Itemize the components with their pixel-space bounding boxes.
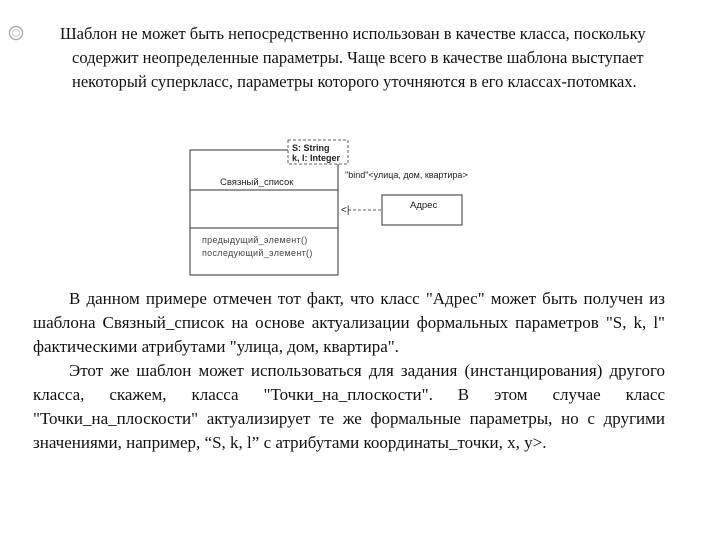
template-params [292, 143, 340, 163]
arrow-head-icon: <| [341, 205, 350, 216]
bind-label: "bind"<улица, дом, квартира> [345, 170, 468, 180]
uml-diagram [180, 140, 500, 280]
intro-text: Шаблон не может быть непосредственно использован в качестве класса, поскольку содержит неопределенные параметры. Чаще всего в качестве шаблона выступает некоторый суперкласс, параметры которого уточняются в его классах-потомках. [60, 24, 646, 91]
bullet-icon [40, 24, 56, 40]
body-text [33, 287, 665, 455]
operation: последующий_элемент() [202, 248, 313, 258]
body-paragraph: Этот же шаблон может использоваться для задания (инстанцирования) другого класса, скажем, класса "Точки_на_плоскости". В этом случае класс "Точки_на_плоскости" актуализирует те же формальные параметры, но с другими значениями, например, “S, k, l” с атрибутами координаты_точки, x, y>. [33, 361, 665, 452]
operation: предыдущий_элемент() [202, 235, 308, 245]
template-param: k, l: Integer [292, 153, 341, 163]
intro-paragraph [40, 22, 712, 94]
template-class-name: Связный_список [220, 177, 294, 188]
template-param: S: String [292, 143, 330, 153]
body-paragraph: В данном примере отмечен тот факт, что класс "Адрес" может быть получен из шаблона Связный_список на основе актуализации формальных параметров "S, k, l" фактическими атрибутами "улица, дом, квартира". [33, 289, 665, 356]
bound-class-name: Адрес [410, 200, 438, 211]
